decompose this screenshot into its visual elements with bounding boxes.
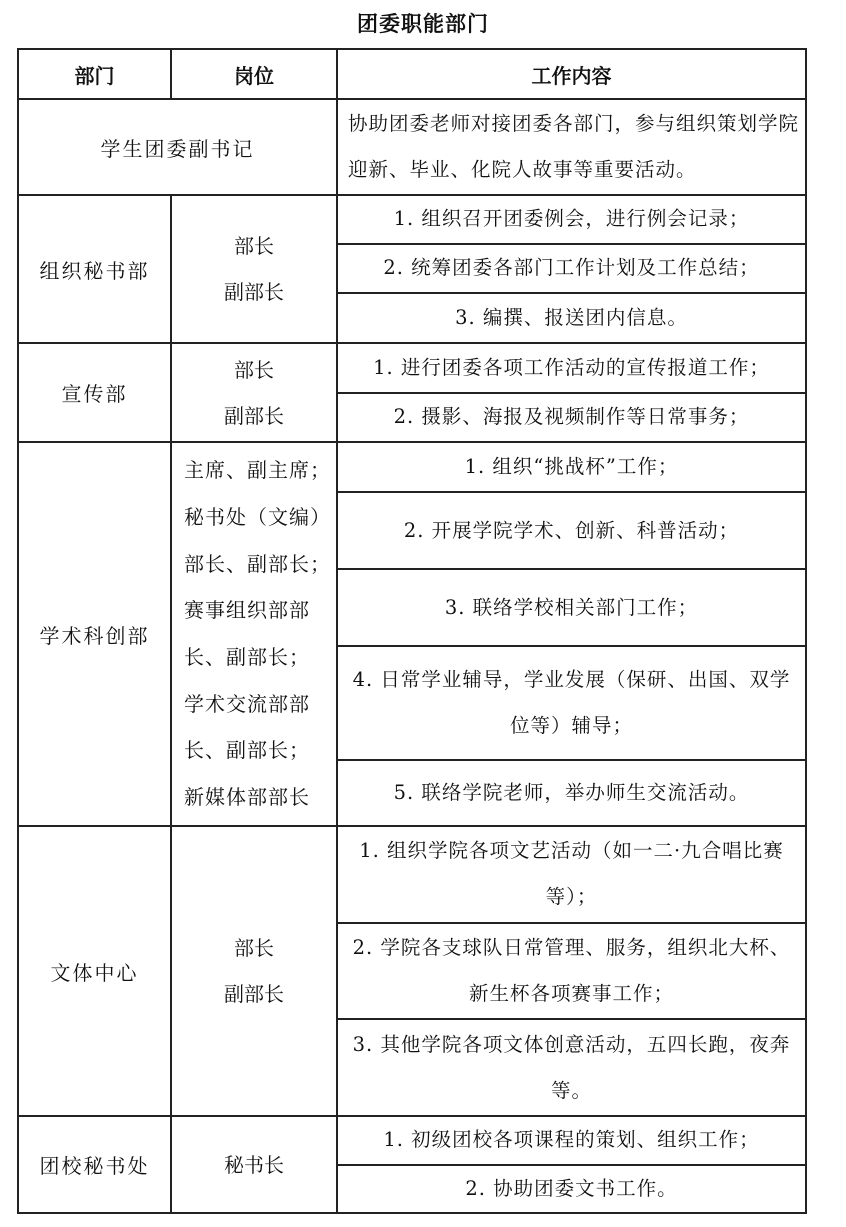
duty-item: 2. 协助团委文书工作。 <box>465 1176 678 1200</box>
table-row <box>18 1116 806 1213</box>
position-cell <box>171 1116 337 1213</box>
duty-item: 1. 初级团校各项课程的策划、组织工作； <box>338 1117 805 1165</box>
header-position: 岗位 <box>171 49 337 99</box>
position-cell <box>171 195 337 343</box>
dept-name: 学生团委副书记 <box>18 99 337 195</box>
dept-name: 宣传部 <box>18 343 171 442</box>
position-cell <box>171 343 337 442</box>
duty-item: 1. 组织召开团委例会，进行例会记录； <box>338 196 805 244</box>
position-item: 部长 <box>234 357 274 382</box>
header-duties: 工作内容 <box>337 49 806 99</box>
position-item: 副部长 <box>224 280 284 304</box>
page-title: 团委职能部门 <box>357 11 489 36</box>
duty-item: 3. 其他学院各项文体创意活动，五四长跑，夜奔等。 <box>352 1032 791 1102</box>
duties-cell <box>337 826 806 1116</box>
position-item: 秘书长 <box>224 1152 284 1177</box>
position-item: 学术交流部部 <box>184 691 310 716</box>
duty-item: 4. 日常学业辅导，学业发展（保研、出国、双学位等）辅导； <box>338 646 805 760</box>
dept-name: 组织秘书部 <box>18 195 171 343</box>
position-item: 主席、副主席； <box>184 458 331 483</box>
position-item: 部长、副部长； <box>184 551 331 576</box>
table-row <box>18 99 806 195</box>
duties-cell <box>337 195 806 343</box>
duty-item: 3. 编撰、报送团内信息。 <box>455 306 688 330</box>
duty-item: 2. 开展学院学术、创新、科普活动； <box>338 492 805 569</box>
position-item: 秘书处（文编） <box>184 504 331 529</box>
position-item: 部长 <box>234 936 274 960</box>
position-item: 长、副部长； <box>184 738 310 763</box>
duty-item: 5. 联络学院老师，举办师生交流活动。 <box>393 781 750 804</box>
duty-item: 1. 组织“挑战杯”工作； <box>338 443 805 492</box>
duty-item: 2. 学院各支球队日常管理、服务，组织北大杯、新生杯各项赛事工作； <box>338 923 805 1020</box>
duty-item: 2. 摄影、海报及视频制作等日常事务； <box>393 405 750 429</box>
table-row <box>18 195 806 343</box>
duty-item: 1. 组织学院各项文艺活动（如一二·九合唱比赛等）； <box>338 827 805 923</box>
dept-name: 学术科创部 <box>18 442 171 826</box>
table-row <box>18 442 806 826</box>
duties-cell <box>337 99 806 195</box>
position-item: 副部长 <box>224 403 284 428</box>
table-row <box>18 826 806 1116</box>
position-cell <box>171 826 337 1116</box>
duties-cell <box>337 343 806 442</box>
position-item: 长、副部长； <box>184 645 310 669</box>
duty-item: 协助团委老师对接团委各部门，参与组织策划学院迎新、毕业、化院人故事等重要活动。 <box>348 112 800 181</box>
position-item: 副部长 <box>224 982 284 1006</box>
position-item: 新媒体部部长 <box>184 785 310 810</box>
duty-item: 1. 进行团委各项工作活动的宣传报道工作； <box>338 344 805 393</box>
duty-item: 3. 联络学校相关部门工作； <box>338 569 805 646</box>
dept-name: 团校秘书处 <box>18 1116 171 1213</box>
header-dept: 部门 <box>18 49 171 99</box>
duty-item: 2. 统筹团委各部门工作计划及工作总结； <box>338 244 805 294</box>
position-cell <box>171 442 337 826</box>
departments-table <box>17 48 807 1214</box>
position-item: 部长 <box>234 234 274 258</box>
duties-cell <box>337 442 806 826</box>
dept-name: 文体中心 <box>18 826 171 1116</box>
table-header-row <box>18 49 806 99</box>
position-item: 赛事组织部部 <box>184 598 310 623</box>
duties-cell <box>337 1116 806 1213</box>
table-row <box>18 343 806 442</box>
